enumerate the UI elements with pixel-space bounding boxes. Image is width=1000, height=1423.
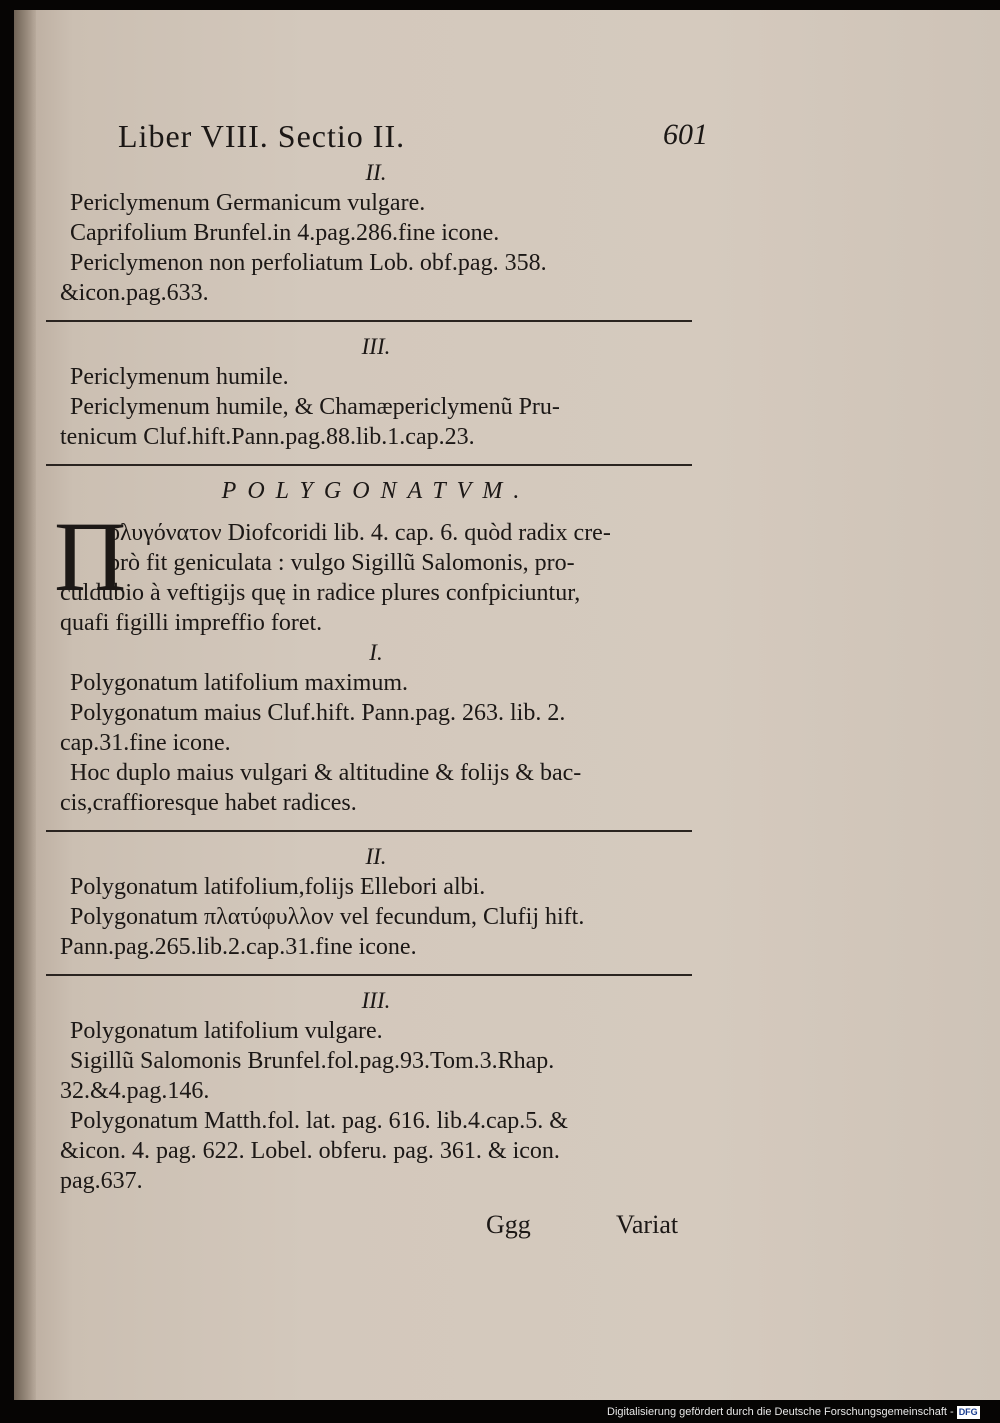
section-numeral: III. (361, 334, 391, 359)
divider-rule (46, 974, 692, 976)
text-line: Polygonatum latifolium maximum. (70, 670, 408, 696)
text-line: Periclymenon non perfoliatum Lob. obf.pag. 358. (70, 250, 547, 276)
page-text (46, 158, 706, 1250)
text-line: Pann.pag.265.lib.2.cap.31.fine icone. (60, 934, 417, 960)
divider-rule (46, 320, 692, 322)
text-line: &icon.pag.633. (60, 280, 209, 306)
signature-mark: Ggg (486, 1210, 531, 1239)
section-numeral: III. (361, 988, 391, 1013)
text-line: Caprifolium Brunfel.in 4.pag.286.fine icone. (70, 220, 500, 246)
dfg-logo: DFG (958, 1406, 978, 1417)
text-line: tenicum Cluf.hift.Pann.pag.88.lib.1.cap.23. (60, 424, 475, 450)
drop-capital: Π (54, 501, 127, 612)
text-line: cis,craffioresque habet radices. (60, 790, 357, 816)
section-numeral: II. (365, 160, 387, 185)
text-line: Sigillũ Salomonis Brunfel.fol.pag.93.Tom.3.Rhap. (70, 1048, 555, 1074)
text-line: ολυγόνατον Diofcoridi lib. 4. cap. 6. quòd radix cre- (108, 520, 611, 546)
page-spine-shadow (14, 10, 36, 1400)
text-line: Periclymenum humile. (70, 364, 289, 390)
intro-paragraph (46, 501, 706, 638)
page-foot (46, 1210, 706, 1250)
text-line: Polygonatum maius Cluf.hift. Pann.pag. 263. lib. 2. (70, 700, 566, 726)
text-line: 32.&4.pag.146. (60, 1078, 210, 1104)
credit-text: Digitalisierung gefördert durch die Deutsche Forschungsgemeinschaft - (607, 1406, 954, 1418)
chapter-heading: POLYGONATVM. (221, 478, 531, 504)
text-line: cap.31.fine icone. (60, 730, 231, 756)
divider-rule (46, 464, 692, 466)
section-numeral: I. (369, 640, 383, 665)
digitization-credit (607, 1402, 1000, 1423)
section-numeral: II. (365, 844, 387, 869)
text-line: Periclymenum Germanicum vulgare. (70, 190, 426, 216)
text-line: brò fit geniculata : vulgo Sigillũ Salomonis, pro- (108, 550, 575, 576)
text-line: quafi figilli impreffio foret. (60, 610, 323, 636)
book-page (14, 10, 1000, 1400)
text-line: Periclymenum humile, & Chamæpericlymenũ Pru- (70, 394, 560, 420)
text-line: Polygonatum Matth.fol. lat. pag. 616. lib.4.cap.5. & (70, 1108, 568, 1134)
text-line: &icon. 4. pag. 622. Lobel. obferu. pag. 361. & icon. (60, 1138, 560, 1164)
text-line: Polygonatum latifolium vulgare. (70, 1018, 383, 1044)
divider-rule (46, 830, 692, 832)
text-line: Hoc duplo maius vulgari & altitudine & folijs & bac- (70, 760, 582, 786)
catchword: Variat (616, 1210, 679, 1239)
text-line: Polygonatum πλατύφυλλον vel fecundum, Clufij hift. (70, 904, 585, 930)
text-line: pag.637. (60, 1168, 143, 1194)
text-line: Polygonatum latifolium,folijs Ellebori albi. (70, 874, 486, 900)
text-line: culdubio à veftigijs quę in radice plures confpiciuntur, (60, 580, 581, 606)
page-number: 601 (663, 118, 708, 151)
running-head: Liber VIII. Sectio II. (118, 118, 406, 154)
